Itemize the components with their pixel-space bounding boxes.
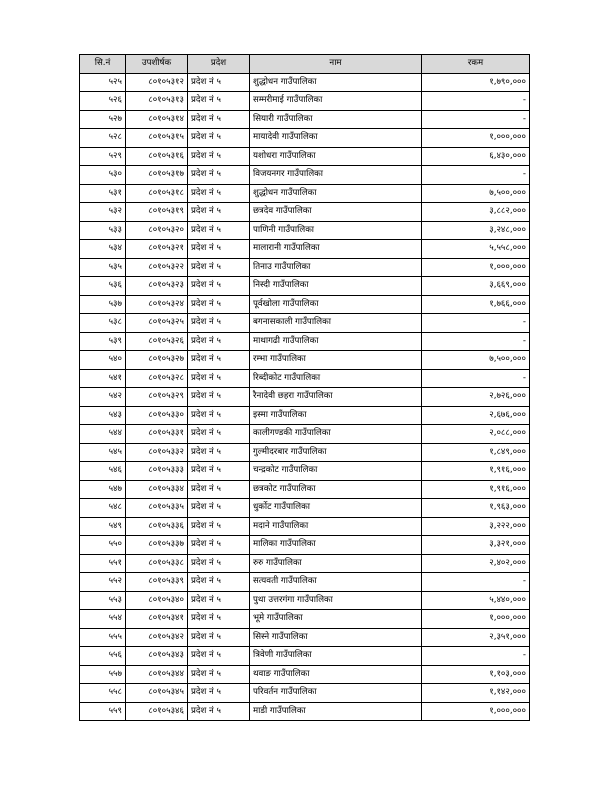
serial-number-cell: ५२६ (80, 92, 126, 111)
subheading-code-cell: ८०१०५३४६ (126, 702, 188, 721)
table-row (80, 388, 530, 407)
table-row (80, 591, 530, 610)
province-cell: प्रदेश नं ५ (188, 92, 250, 111)
municipality-name-cell: माथागढी गाउँपालिका (250, 332, 422, 351)
table-row (80, 369, 530, 388)
table-row (80, 536, 530, 555)
header-province: प्रदेश (188, 55, 250, 74)
serial-number-cell: ५५९ (80, 702, 126, 721)
municipality-name-cell: पुथा उत्तरगंगा गाउँपालिका (250, 591, 422, 610)
municipality-name-cell: इस्मा गाउँपालिका (250, 406, 422, 425)
municipality-name-cell: रुरु गाउँपालिका (250, 554, 422, 573)
amount-cell: ७,५००,००० (422, 184, 530, 203)
province-cell: प्रदेश नं ५ (188, 462, 250, 481)
table-row (80, 684, 530, 703)
subheading-code-cell: ८०१०५३१५ (126, 129, 188, 148)
serial-number-cell: ५५६ (80, 647, 126, 666)
municipality-name-cell: त्रिवेणी गाउँपालिका (250, 647, 422, 666)
table-row (80, 166, 530, 185)
table-row (80, 351, 530, 370)
serial-number-cell: ५५५ (80, 628, 126, 647)
province-cell: प्रदेश नं ५ (188, 591, 250, 610)
province-cell: प्रदेश नं ५ (188, 221, 250, 240)
province-cell: प्रदेश नं ५ (188, 628, 250, 647)
serial-number-cell: ५५१ (80, 554, 126, 573)
province-cell: प्रदेश नं ५ (188, 110, 250, 129)
amount-cell: १,७६६,००० (422, 295, 530, 314)
serial-number-cell: ५३६ (80, 277, 126, 296)
subheading-code-cell: ८०१०५३३८ (126, 554, 188, 573)
municipality-name-cell: यशोधरा गाउँपालिका (250, 147, 422, 166)
serial-number-cell: ५४५ (80, 443, 126, 462)
subheading-code-cell: ८०१०५३१७ (126, 166, 188, 185)
municipality-name-cell: थवाङ गाउँपालिका (250, 665, 422, 684)
table-row (80, 258, 530, 277)
table-row (80, 499, 530, 518)
serial-number-cell: ५५२ (80, 573, 126, 592)
province-cell: प्रदेश नं ५ (188, 240, 250, 259)
table-row (80, 554, 530, 573)
serial-number-cell: ५५८ (80, 684, 126, 703)
amount-cell: ५,५५८,००० (422, 240, 530, 259)
amount-cell: - (422, 92, 530, 111)
amount-cell: २,६७६,००० (422, 406, 530, 425)
province-cell: प्रदेश नं ५ (188, 388, 250, 407)
province-cell: प्रदेश नं ५ (188, 258, 250, 277)
subheading-code-cell: ८०१०५३४४ (126, 665, 188, 684)
province-cell: प्रदेश नं ५ (188, 314, 250, 333)
subheading-code-cell: ८०१०५३२१ (126, 240, 188, 259)
municipality-name-cell: शुद्धोधन गाउँपालिका (250, 184, 422, 203)
amount-cell: १,९१६,००० (422, 480, 530, 499)
table-row (80, 610, 530, 629)
amount-cell: - (422, 369, 530, 388)
amount-cell: २,३५१,००० (422, 628, 530, 647)
table-row (80, 462, 530, 481)
table-row (80, 665, 530, 684)
amount-cell: १,०००,००० (422, 258, 530, 277)
province-cell: प्रदेश नं ५ (188, 536, 250, 555)
amount-cell: २,०८८,००० (422, 425, 530, 444)
serial-number-cell: ५४७ (80, 480, 126, 499)
serial-number-cell: ५४९ (80, 517, 126, 536)
province-cell: प्रदेश नं ५ (188, 129, 250, 148)
serial-number-cell: ५३० (80, 166, 126, 185)
municipality-name-cell: पूर्वखोला गाउँपालिका (250, 295, 422, 314)
province-cell: प्रदेश नं ५ (188, 647, 250, 666)
table-row (80, 332, 530, 351)
serial-number-cell: ५३५ (80, 258, 126, 277)
serial-number-cell: ५४२ (80, 388, 126, 407)
subheading-code-cell: ८०१०५३२३ (126, 277, 188, 296)
amount-cell: - (422, 573, 530, 592)
municipality-name-cell: मालिका गाउँपालिका (250, 536, 422, 555)
amount-cell: १,९१६,००० (422, 462, 530, 481)
amount-cell: ३,३२१,००० (422, 536, 530, 555)
subheading-code-cell: ८०१०५३१८ (126, 184, 188, 203)
province-cell: प्रदेश नं ५ (188, 702, 250, 721)
amount-cell: - (422, 332, 530, 351)
subheading-code-cell: ८०१०५३१४ (126, 110, 188, 129)
table-row (80, 647, 530, 666)
table-row (80, 480, 530, 499)
amount-cell: ३,६६९,००० (422, 277, 530, 296)
amount-cell: ३,८८२,००० (422, 203, 530, 222)
municipality-name-cell: धुर्कोट गाउँपालिका (250, 499, 422, 518)
serial-number-cell: ५४० (80, 351, 126, 370)
subheading-code-cell: ८०१०५३३६ (126, 517, 188, 536)
table-body (80, 73, 530, 721)
subheading-code-cell: ८०१०५३३३ (126, 462, 188, 481)
subheading-code-cell: ८०१०५३२२ (126, 258, 188, 277)
table-row (80, 277, 530, 296)
province-cell: प्रदेश नं ५ (188, 517, 250, 536)
header-amount: रकम (422, 55, 530, 74)
subheading-code-cell: ८०१०५३१२ (126, 73, 188, 92)
subheading-code-cell: ८०१०५३२० (126, 221, 188, 240)
province-cell: प्रदेश नं ५ (188, 480, 250, 499)
allocation-table (79, 54, 530, 721)
subheading-code-cell: ८०१०५३१९ (126, 203, 188, 222)
subheading-code-cell: ८०१०५३१३ (126, 92, 188, 111)
serial-number-cell: ५५० (80, 536, 126, 555)
municipality-name-cell: छत्रकोट गाउँपालिका (250, 480, 422, 499)
province-cell: प्रदेश नं ५ (188, 610, 250, 629)
serial-number-cell: ५३४ (80, 240, 126, 259)
municipality-name-cell: रम्भा गाउँपालिका (250, 351, 422, 370)
province-cell: प्रदेश नं ५ (188, 351, 250, 370)
serial-number-cell: ५३१ (80, 184, 126, 203)
subheading-code-cell: ८०१०५३२९ (126, 388, 188, 407)
subheading-code-cell: ८०१०५३३२ (126, 443, 188, 462)
table-row (80, 406, 530, 425)
amount-cell: २,४०२,००० (422, 554, 530, 573)
table-row (80, 92, 530, 111)
serial-number-cell: ५४१ (80, 369, 126, 388)
table-row (80, 221, 530, 240)
serial-number-cell: ५४८ (80, 499, 126, 518)
header-name: नाम (250, 55, 422, 74)
serial-number-cell: ५५४ (80, 610, 126, 629)
municipality-name-cell: सिस्ने गाउँपालिका (250, 628, 422, 647)
serial-number-cell: ५२८ (80, 129, 126, 148)
amount-cell: १,०००,००० (422, 702, 530, 721)
municipality-name-cell: रैनादेवी छहरा गाउँपालिका (250, 388, 422, 407)
table-row (80, 573, 530, 592)
province-cell: प्रदेश नं ५ (188, 369, 250, 388)
municipality-name-cell: भूमे गाउँपालिका (250, 610, 422, 629)
amount-cell: २,७२६,००० (422, 388, 530, 407)
amount-cell: ३,२२२,००० (422, 517, 530, 536)
municipality-name-cell: मदाने गाउँपालिका (250, 517, 422, 536)
province-cell: प्रदेश नं ५ (188, 499, 250, 518)
amount-cell: १,७९०,००० (422, 73, 530, 92)
municipality-name-cell: चन्द्रकोट गाउँपालिका (250, 462, 422, 481)
table-row (80, 702, 530, 721)
header-serial-number: सि.नं (80, 55, 126, 74)
amount-cell: ७,५००,००० (422, 351, 530, 370)
municipality-name-cell: परिवर्तन गाउँपालिका (250, 684, 422, 703)
amount-cell: - (422, 314, 530, 333)
serial-number-cell: ५४६ (80, 462, 126, 481)
table-row (80, 203, 530, 222)
table-row (80, 110, 530, 129)
serial-number-cell: ५४४ (80, 425, 126, 444)
province-cell: प्रदेश नं ५ (188, 554, 250, 573)
province-cell: प्रदेश नं ५ (188, 277, 250, 296)
amount-cell: ५,४४०,००० (422, 591, 530, 610)
amount-cell: १,१४२,००० (422, 684, 530, 703)
serial-number-cell: ५३३ (80, 221, 126, 240)
serial-number-cell: ५४३ (80, 406, 126, 425)
subheading-code-cell: ८०१०५३३७ (126, 536, 188, 555)
table-row (80, 443, 530, 462)
table-row (80, 628, 530, 647)
amount-cell: ६,४३०,००० (422, 147, 530, 166)
subheading-code-cell: ८०१०५३२८ (126, 369, 188, 388)
province-cell: प्रदेश नं ५ (188, 665, 250, 684)
subheading-code-cell: ८०१०५३४५ (126, 684, 188, 703)
municipality-name-cell: पाणिनी गाउँपालिका (250, 221, 422, 240)
table-row (80, 517, 530, 536)
serial-number-cell: ५३२ (80, 203, 126, 222)
province-cell: प्रदेश नं ५ (188, 147, 250, 166)
municipality-name-cell: बगनासकाली गाउँपालिका (250, 314, 422, 333)
province-cell: प्रदेश नं ५ (188, 443, 250, 462)
subheading-code-cell: ८०१०५३४० (126, 591, 188, 610)
municipality-name-cell: मालारानी गाउँपालिका (250, 240, 422, 259)
table-row (80, 314, 530, 333)
serial-number-cell: ५५३ (80, 591, 126, 610)
amount-cell: - (422, 647, 530, 666)
municipality-name-cell: रिब्दीकोट गाउँपालिका (250, 369, 422, 388)
subheading-code-cell: ८०१०५३४१ (126, 610, 188, 629)
table-row (80, 73, 530, 92)
municipality-name-cell: विजयनगर गाउँपालिका (250, 166, 422, 185)
serial-number-cell: ५२७ (80, 110, 126, 129)
serial-number-cell: ५३७ (80, 295, 126, 314)
municipality-name-cell: मायादेवी गाउँपालिका (250, 129, 422, 148)
serial-number-cell: ५५७ (80, 665, 126, 684)
municipality-name-cell: सत्यवती गाउँपालिका (250, 573, 422, 592)
table-row (80, 295, 530, 314)
table-row (80, 184, 530, 203)
subheading-code-cell: ८०१०५३३१ (126, 425, 188, 444)
amount-cell: १,८४९,००० (422, 443, 530, 462)
municipality-name-cell: तिनाउ गाउँपालिका (250, 258, 422, 277)
table-row (80, 129, 530, 148)
amount-cell: १,०००,००० (422, 129, 530, 148)
table-row (80, 425, 530, 444)
amount-cell: - (422, 110, 530, 129)
header-subheading-code: उपशीर्षक (126, 55, 188, 74)
province-cell: प्रदेश नं ५ (188, 166, 250, 185)
amount-cell: १,१०३,००० (422, 665, 530, 684)
serial-number-cell: ५२५ (80, 73, 126, 92)
province-cell: प्रदेश नं ५ (188, 573, 250, 592)
subheading-code-cell: ८०१०५३३४ (126, 480, 188, 499)
table-header-row (80, 55, 530, 74)
table-row (80, 147, 530, 166)
province-cell: प्रदेश नं ५ (188, 184, 250, 203)
subheading-code-cell: ८०१०५३२४ (126, 295, 188, 314)
municipality-name-cell: छत्रदेव गाउँपालिका (250, 203, 422, 222)
municipality-name-cell: सम्मरीमाई गाउँपालिका (250, 92, 422, 111)
amount-cell: १,९६३,००० (422, 499, 530, 518)
municipality-name-cell: माडी गाउँपालिका (250, 702, 422, 721)
amount-cell: - (422, 166, 530, 185)
municipality-name-cell: सियारी गाउँपालिका (250, 110, 422, 129)
amount-cell: १,०००,००० (422, 610, 530, 629)
subheading-code-cell: ८०१०५३२५ (126, 314, 188, 333)
province-cell: प्रदेश नं ५ (188, 406, 250, 425)
subheading-code-cell: ८०१०५३४३ (126, 647, 188, 666)
province-cell: प्रदेश नं ५ (188, 425, 250, 444)
subheading-code-cell: ८०१०५३३० (126, 406, 188, 425)
serial-number-cell: ५३८ (80, 314, 126, 333)
subheading-code-cell: ८०१०५३१६ (126, 147, 188, 166)
province-cell: प्रदेश नं ५ (188, 684, 250, 703)
municipality-name-cell: गुल्मीदरबार गाउँपालिका (250, 443, 422, 462)
municipality-name-cell: शुद्धोधन गाउँपालिका (250, 73, 422, 92)
municipality-name-cell: कालीगण्डकी गाउँपालिका (250, 425, 422, 444)
serial-number-cell: ५२९ (80, 147, 126, 166)
province-cell: प्रदेश नं ५ (188, 295, 250, 314)
province-cell: प्रदेश नं ५ (188, 332, 250, 351)
subheading-code-cell: ८०१०५३३९ (126, 573, 188, 592)
amount-cell: ३,२४८,००० (422, 221, 530, 240)
province-cell: प्रदेश नं ५ (188, 73, 250, 92)
serial-number-cell: ५३९ (80, 332, 126, 351)
subheading-code-cell: ८०१०५३३५ (126, 499, 188, 518)
province-cell: प्रदेश नं ५ (188, 203, 250, 222)
subheading-code-cell: ८०१०५३२६ (126, 332, 188, 351)
subheading-code-cell: ८०१०५३४२ (126, 628, 188, 647)
municipality-name-cell: निस्दी गाउँपालिका (250, 277, 422, 296)
subheading-code-cell: ८०१०५३२७ (126, 351, 188, 370)
table-row (80, 240, 530, 259)
